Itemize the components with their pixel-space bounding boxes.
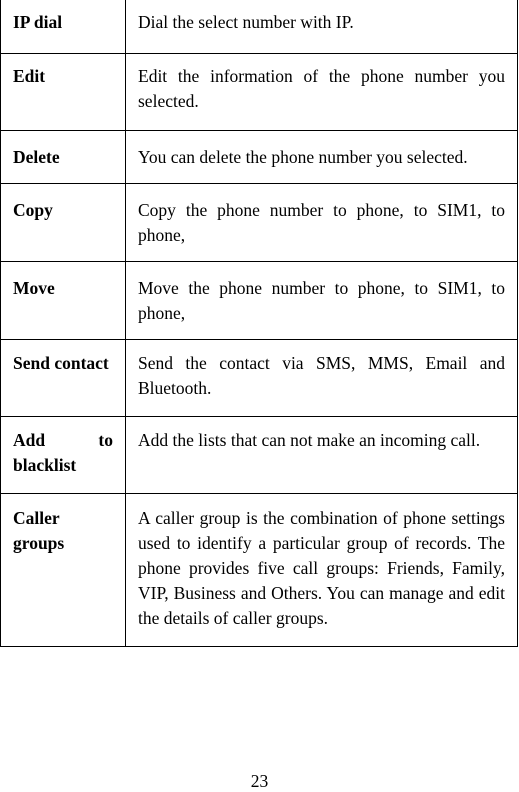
option-term: Edit — [1, 54, 126, 131]
option-term: Copy — [1, 184, 126, 262]
table-row-edit — [1, 54, 518, 131]
option-term: Add to blacklist — [1, 417, 126, 494]
table-row-copy — [1, 184, 518, 262]
option-description: Edit the information of the phone number you selected. — [126, 54, 518, 131]
table-row-caller-groups — [1, 494, 518, 647]
option-description: Send the contact via SMS, MMS, Email and Bluetooth. — [126, 340, 518, 417]
page-number: 23 — [250, 771, 269, 791]
option-description: You can delete the phone number you selected. — [126, 131, 518, 184]
option-description: A caller group is the combination of phone settings used to identify a particular group of records. The phone provides five call groups: Friends, Family, VIP, Business and Others. You can manage and edit the details of caller groups. — [126, 494, 518, 647]
table-row-send-contact — [1, 340, 518, 417]
table-row-ip-dial — [1, 0, 518, 54]
option-term: IP dial — [1, 0, 126, 54]
option-description: Move the phone number to phone, to SIM1, to phone, — [126, 262, 518, 340]
option-term: Delete — [1, 131, 126, 184]
option-term: Move — [1, 262, 126, 340]
option-description: Copy the phone number to phone, to SIM1, to phone, — [126, 184, 518, 262]
option-term: Send contact — [1, 340, 126, 417]
table-row-delete — [1, 131, 518, 184]
option-term: Caller groups — [1, 494, 126, 647]
option-description: Add the lists that can not make an incoming call. — [126, 417, 518, 494]
option-description: Dial the select number with IP. — [126, 0, 518, 54]
table-row-add-to-blacklist — [1, 417, 518, 494]
table-row-move — [1, 262, 518, 340]
